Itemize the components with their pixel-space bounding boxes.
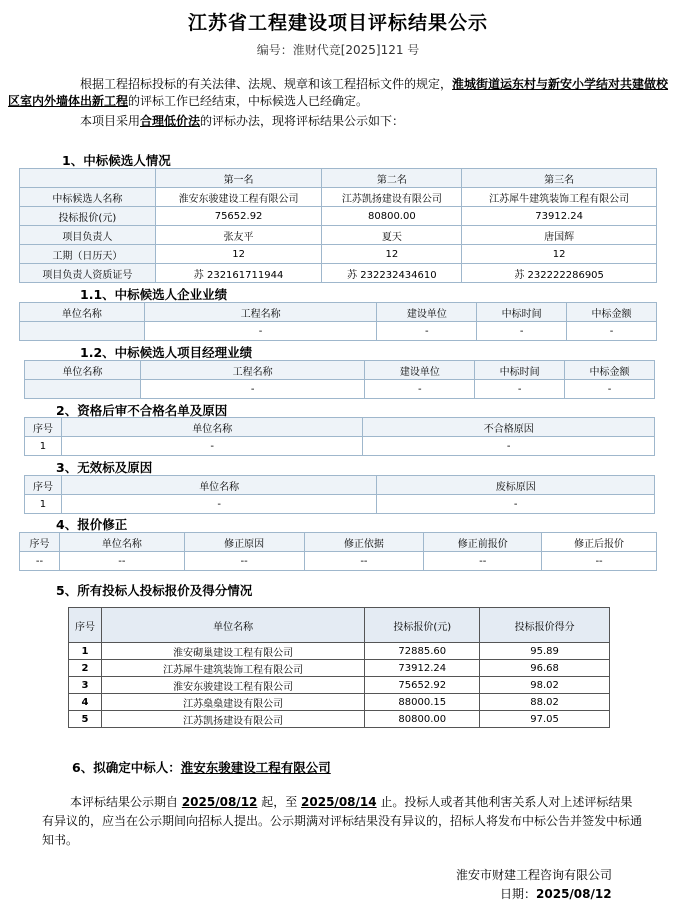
header-cell: 不合格原因 <box>363 418 655 437</box>
section-1-1-title: 1.1、中标候选人企业业绩 <box>80 287 228 302</box>
table-cell: 淮安东骏建设工程有限公司 <box>101 677 364 694</box>
table-cell <box>20 322 145 341</box>
table-header-row <box>25 418 655 437</box>
closing-text-b: 起，至 <box>257 795 302 809</box>
table-cell: - <box>377 495 655 514</box>
table-cell: 75652.92 <box>155 207 322 226</box>
publicity-start-date: 2025/08/12 <box>181 795 258 809</box>
table-row <box>69 711 610 728</box>
header-cell: 修正原因 <box>184 533 304 552</box>
table-cell: - <box>61 495 376 514</box>
table-cell: 72885.60 <box>365 643 480 660</box>
document-number: 编号：淮财代竞[2025]121 号 <box>256 43 420 57</box>
header-cell: 中标金额 <box>567 303 657 322</box>
table-cell: 江苏犀牛建筑装饰工程有限公司 <box>101 660 364 677</box>
table-cell: - <box>567 322 657 341</box>
disqualified-table <box>24 417 655 456</box>
header-cell: 序号 <box>69 608 102 643</box>
table-row <box>69 694 610 711</box>
table-header-row <box>25 476 655 495</box>
header-cell: 第三名 <box>462 169 657 188</box>
table-cell: 江苏犀牛建筑装饰工程有限公司 <box>462 188 657 207</box>
header-cell: 单位名称 <box>101 608 364 643</box>
header-cell: 建设单位 <box>377 303 477 322</box>
project-name: 淮城街道运东村与新安小学结对共建做校区室内外墙体出新工程 <box>8 77 669 108</box>
row-label: 投标报价(元) <box>20 207 156 226</box>
header-cell: 第一名 <box>155 169 322 188</box>
price-correction-table <box>19 532 657 571</box>
table-cell: 98.02 <box>480 677 610 694</box>
evaluation-method: 合理低价法 <box>140 114 201 128</box>
header-cell: 序号 <box>25 418 62 437</box>
table-cell: 苏 232232434610 <box>322 264 462 283</box>
table-cell: 88000.15 <box>365 694 480 711</box>
table-row <box>20 207 657 226</box>
manager-performance-table <box>24 360 655 399</box>
date-label: 日期： <box>500 887 537 901</box>
closing-text-a: 本评标结果公示期自 <box>70 795 182 809</box>
table-header-row <box>20 303 657 322</box>
table-row <box>25 380 655 399</box>
table-cell: 1 <box>69 643 102 660</box>
header-cell: 投标报价得分 <box>480 608 610 643</box>
table-cell: 12 <box>322 245 462 264</box>
header-cell: 序号 <box>25 476 62 495</box>
table-cell: 75652.92 <box>365 677 480 694</box>
header-cell: 工程名称 <box>144 303 377 322</box>
section-1-2-title: 1.2、中标候选人项目经理业绩 <box>80 345 253 360</box>
header-cell: 修正前报价 <box>424 533 542 552</box>
table-row <box>20 245 657 264</box>
table-cell: - <box>477 322 567 341</box>
table-cell: 73912.24 <box>462 207 657 226</box>
header-cell: 中标时间 <box>477 303 567 322</box>
table-cell: 12 <box>462 245 657 264</box>
publicity-end-date: 2025/08/14 <box>301 795 377 809</box>
table-row <box>69 677 610 694</box>
table-cell: 2 <box>69 660 102 677</box>
header-cell: 修正依据 <box>304 533 424 552</box>
table-cell: 80800.00 <box>322 207 462 226</box>
table-row <box>69 643 610 660</box>
table-cell: - <box>144 322 377 341</box>
table-cell: - <box>363 437 655 456</box>
header-cell: 修正后报价 <box>542 533 657 552</box>
table-cell: 苏 232161711944 <box>155 264 322 283</box>
table-header-row <box>20 169 657 188</box>
header-cell: 建设单位 <box>365 361 475 380</box>
table-cell: - <box>365 380 475 399</box>
header-cell: 投标报价(元) <box>365 608 480 643</box>
header-cell: 单位名称 <box>25 361 141 380</box>
table-cell: 1 <box>25 437 62 456</box>
table-row <box>20 226 657 245</box>
section-1-title: 1、中标候选人情况 <box>62 153 171 168</box>
header-cell: 单位名称 <box>61 476 376 495</box>
table-header-row <box>69 608 610 643</box>
table-row <box>20 264 657 283</box>
section-4-title: 4、报价修正 <box>56 517 128 532</box>
table-cell: 88.02 <box>480 694 610 711</box>
table-cell: -- <box>59 552 184 571</box>
table-cell: 江苏凯扬建设有限公司 <box>322 188 462 207</box>
candidates-table <box>19 168 657 283</box>
row-label: 中标候选人名称 <box>20 188 156 207</box>
signature-date <box>500 885 612 902</box>
header-cell: 单位名称 <box>59 533 184 552</box>
table-cell: 苏 232222286905 <box>462 264 657 283</box>
closing-text-c: 止。投标人或者其他利害关系人对上述评标结果有异议的，应当在公示期间向招标人提出。公示期满对评标结果没有异议的，招标人将发布中标公告并签发中标通知书。 <box>42 795 643 847</box>
table-row <box>20 552 657 571</box>
table-cell: 97.05 <box>480 711 610 728</box>
section-3-title: 3、无效标及原因 <box>56 460 153 475</box>
table-row <box>69 660 610 677</box>
table-cell <box>25 380 141 399</box>
table-cell: - <box>377 322 477 341</box>
table-cell: 江苏凯扬建设有限公司 <box>101 711 364 728</box>
table-cell: 73912.24 <box>365 660 480 677</box>
method-prefix: 本项目采用 <box>80 114 141 128</box>
table-row <box>25 437 655 456</box>
table-cell: 淮安砌巢建设工程有限公司 <box>101 643 364 660</box>
table-header-row <box>20 533 657 552</box>
table-cell: - <box>475 380 565 399</box>
table-cell: -- <box>20 552 60 571</box>
table-cell: 80800.00 <box>365 711 480 728</box>
table-header-row <box>25 361 655 380</box>
table-cell: 3 <box>69 677 102 694</box>
section-6-title: 6、拟确定中标人： <box>72 760 181 775</box>
signature-organization: 淮安市财建工程咨询有限公司 <box>456 868 613 882</box>
company-performance-table <box>19 302 657 341</box>
section-5-title: 5、所有投标人投标报价及得分情况 <box>56 583 253 598</box>
header-cell <box>20 169 156 188</box>
table-row <box>20 322 657 341</box>
table-cell: 江苏燊燊建设有限公司 <box>101 694 364 711</box>
table-cell: 1 <box>25 495 62 514</box>
table-cell: 张友平 <box>155 226 322 245</box>
header-cell: 单位名称 <box>20 303 145 322</box>
table-cell: -- <box>424 552 542 571</box>
header-cell: 工程名称 <box>140 361 365 380</box>
section-2-title: 2、资格后审不合格名单及原因 <box>56 403 228 418</box>
table-row <box>25 495 655 514</box>
table-cell: 12 <box>155 245 322 264</box>
table-row <box>20 188 657 207</box>
table-cell: -- <box>304 552 424 571</box>
table-cell: - <box>140 380 365 399</box>
date-value: 2025/08/12 <box>536 887 612 901</box>
header-cell: 中标时间 <box>475 361 565 380</box>
header-cell: 废标原因 <box>377 476 655 495</box>
table-cell: 5 <box>69 711 102 728</box>
table-cell: - <box>565 380 655 399</box>
page-title: 江苏省工程建设项目评标结果公示 <box>187 12 488 34</box>
header-cell: 单位名称 <box>61 418 363 437</box>
table-cell: -- <box>542 552 657 571</box>
table-cell: 96.68 <box>480 660 610 677</box>
section-6 <box>72 758 331 776</box>
table-cell: 夏天 <box>322 226 462 245</box>
method-suffix: 的评标办法，现将评标结果公示如下： <box>200 114 405 128</box>
row-label: 项目负责人资质证号 <box>20 264 156 283</box>
intro-text: 根据工程招标投标的有关法律、法规、规章和该工程招标文件的规定， <box>80 77 453 91</box>
intro-paragraph-2 <box>80 113 670 130</box>
table-cell: - <box>61 437 363 456</box>
table-cell: 95.89 <box>480 643 610 660</box>
header-cell: 序号 <box>20 533 60 552</box>
header-cell: 第二名 <box>322 169 462 188</box>
intro-text-end: 的评标工作已经结束，中标候选人已经确定。 <box>128 94 369 108</box>
invalid-bids-table <box>24 475 655 514</box>
intro-paragraph-1 <box>8 76 670 110</box>
table-cell: -- <box>184 552 304 571</box>
table-cell: 唐国辉 <box>462 226 657 245</box>
proposed-winner: 淮安东骏建设工程有限公司 <box>180 760 331 775</box>
row-label: 工期（日历天） <box>20 245 156 264</box>
all-bids-table <box>68 607 610 728</box>
row-label: 项目负责人 <box>20 226 156 245</box>
closing-paragraph <box>42 793 642 850</box>
table-cell: 淮安东骏建设工程有限公司 <box>155 188 322 207</box>
header-cell: 中标金额 <box>565 361 655 380</box>
table-cell: 4 <box>69 694 102 711</box>
